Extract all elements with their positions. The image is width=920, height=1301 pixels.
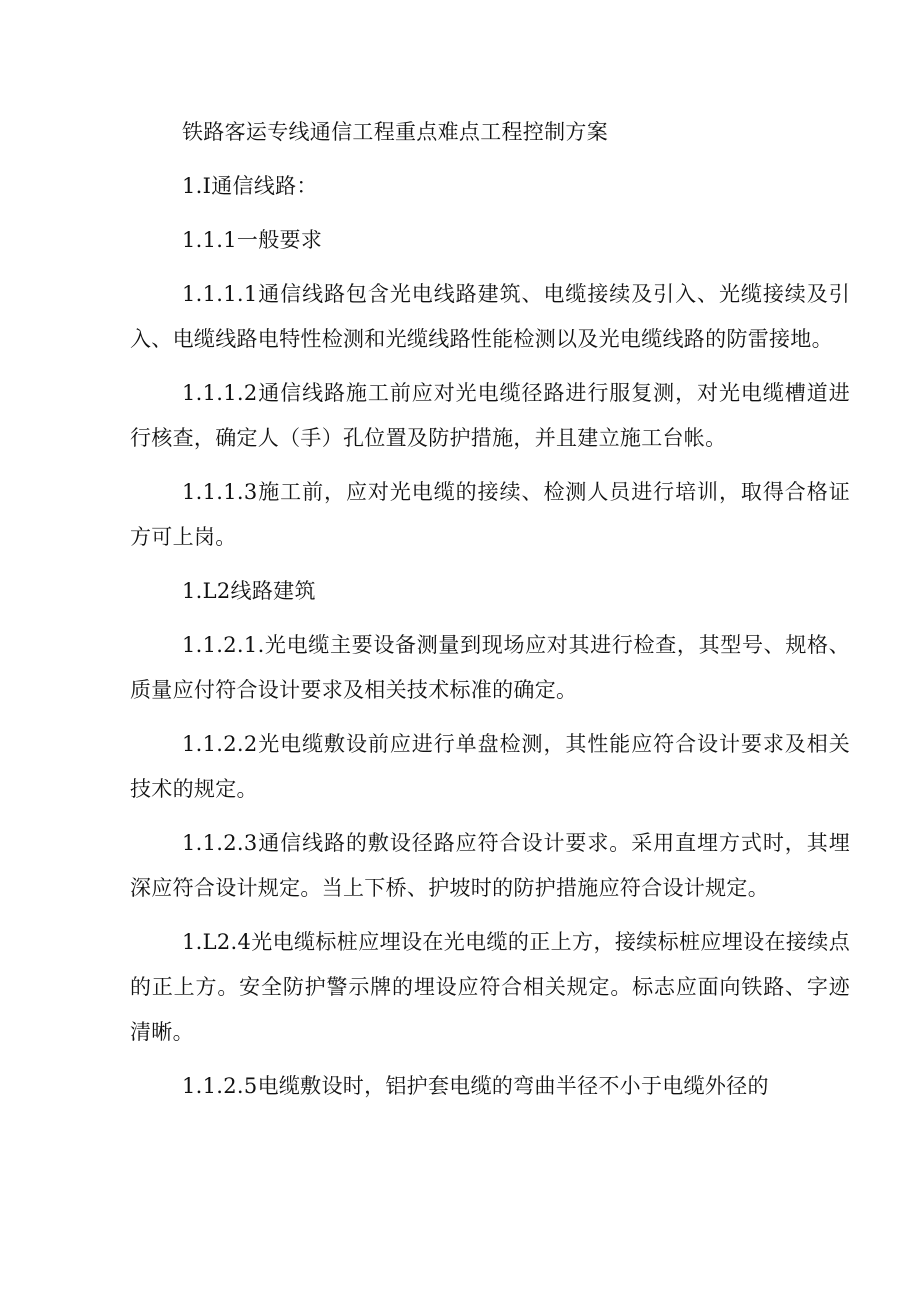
paragraph-1-1-2-1: 1.1.2.1.光电缆主要设备测量到现场应对其进行检查，其型号、规格、质量应付符合设计要求及相关技术标准的确定。: [130, 633, 850, 702]
paragraph-1-1-2-2: 1.1.2.2光电缆敷设前应进行单盘检测，其性能应符合设计要求及相关技术的规定。: [130, 732, 850, 801]
document-title: 铁路客运专线通信工程重点难点工程控制方案: [182, 120, 608, 144]
section-heading-1-1-1: 1.1.1一般要求: [182, 228, 323, 252]
paragraph-1-1-2-4: 1.L2.4光电缆标桩应埋设在光电缆的正上方，接续标桩应埋设在接续点的正上方。安全防护警示牌的埋设应符合相关规定。标志应面向铁路、字迹清晰。: [130, 930, 850, 1044]
paragraph-1-1-1-1: 1.1.1.1通信线路包含光电线路建筑、电缆接续及引入、光缆接续及引入、电缆线路电特性检测和光缆线路性能检测以及光电缆线路的防雷接地。: [130, 282, 850, 351]
paragraph-1-1-2-5: 1.1.2.5电缆敷设时，铝护套电缆的弯曲半径不小于电缆外径的: [182, 1074, 769, 1098]
paragraph-1-1-1-2: 1.1.1.2通信线路施工前应对光电缆径路进行服复测，对光电缆槽道进行核查，确定人（手）孔位置及防护措施，并且建立施工台帐。: [130, 381, 850, 450]
section-heading-1-1-2: 1.L2线路建筑: [182, 579, 316, 603]
paragraph-1-1-2-3: 1.1.2.3通信线路的敷设径路应符合设计要求。采用直埋方式时，其埋深应符合设计规定。当上下桥、护坡时的防护措施应符合设计规定。: [130, 831, 850, 900]
section-heading-1-1: 1.Ⅰ通信线路：: [182, 174, 318, 198]
document-body: [130, 110, 850, 1118]
paragraph-1-1-1-3: 1.1.1.3施工前，应对光电缆的接续、检测人员进行培训，取得合格证方可上岗。: [130, 480, 850, 549]
